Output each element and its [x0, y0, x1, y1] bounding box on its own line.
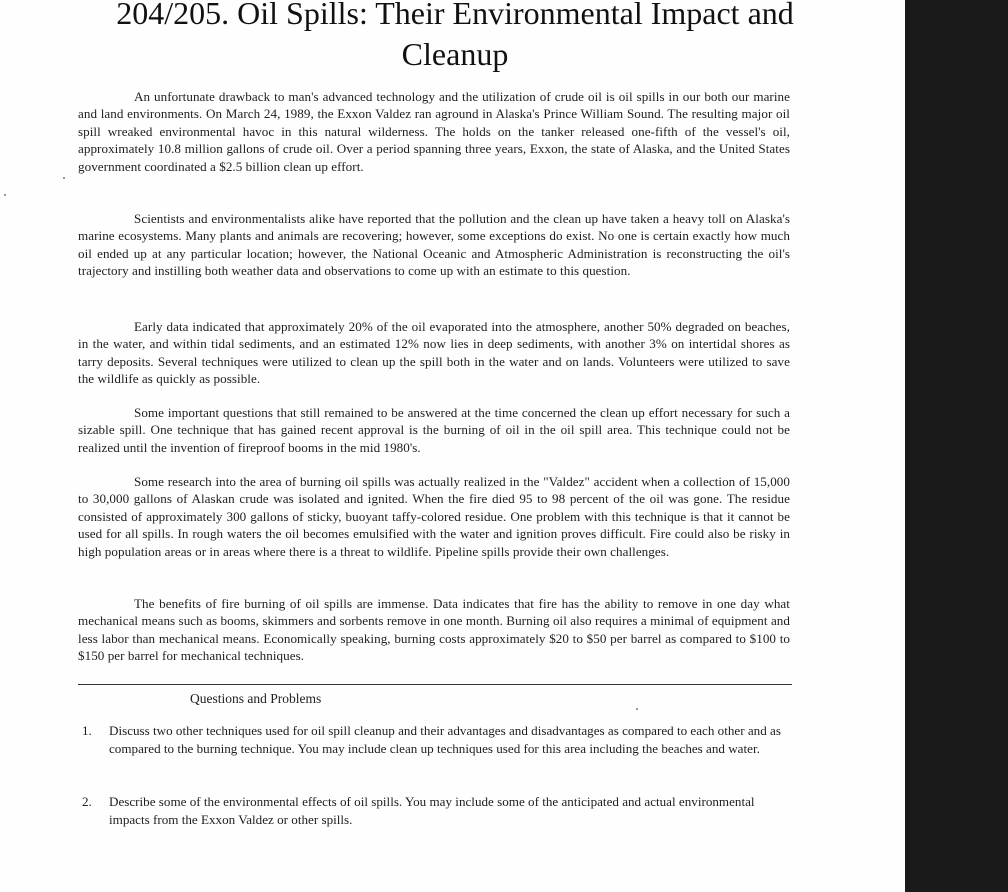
- questions-heading: Questions and Problems: [190, 691, 322, 706]
- question-number: 2.: [82, 794, 92, 809]
- paragraph-3: Early data indicated that approximately 20% of the oil evaporated into the atmosphere, another 50% degraded on beaches, in the water, and within tidal sediments, and an estimated 12% now lies in deep sediments, with another 3% on intertidal shores as tarry deposits. Several techniques were utilized to clean up the spill both in the water and on lands. Volunteers were utilized to save the wildlife as quickly as possible.: [78, 319, 790, 387]
- scan-border: [905, 0, 1008, 892]
- paragraph-1: An unfortunate drawback to man's advanced technology and the utilization of crude oil is oil spills in our both our marine and land environments. On March 24, 1989, the Exxon Valdez ran aground in Alaska's Prince William Sound. The resulting major oil spill wreaked environmental havoc in this natural wilderness. The holds on the tanker released one-fifth of the vessel's oil, approximately 10.8 million gallons of crude oil. Over a period spanning three years, Exxon, the state of Alaska, and the United States government coordinated a $2.5 billion clean up effort.: [78, 89, 790, 174]
- question-number: 1.: [82, 723, 92, 738]
- scan-speck: [4, 194, 6, 196]
- paragraph-6: The benefits of fire burning of oil spills are immense. Data indicates that fire has the ability to remove in one day what mechanical means such as booms, skimmers and sorbents remove in one month. Burning oil also requires a minimal of equipment and less labor than mechanical means. Economically speaking, burning costs approximately $20 to $50 per barrel as compared to $100 to $150 per barrel for mechanical techniques.: [78, 596, 790, 664]
- page-title-line-2: Cleanup: [401, 36, 509, 72]
- section-divider: [78, 684, 792, 685]
- paragraph-2: Scientists and environmentalists alike have reported that the pollution and the clean up have taken a heavy toll on Alaska's marine ecosystems. Many plants and animals are recovering; however, some exceptions do exist. No one is certain exactly how much oil ended up at any particular location; however, the National Oceanic and Atmospheric Administration is reconstructing the oil's trajectory and instilling both weather data and observations to come up with an estimate to this question.: [78, 211, 790, 279]
- question-text: Discuss two other techniques used for oil spill cleanup and their advantages and disadvantages as compared to each other and as compared to the burning technique. You may include clean up techniques used for this area including the beaches and water.: [109, 723, 781, 756]
- paragraph-5: Some research into the area of burning oil spills was actually realized in the "Valdez" accident when a collection of 15,000 to 30,000 gallons of Alaskan crude was isolated and ignited. When the fire died 95 to 98 percent of the oil was gone. The residue consisted of approximately 300 gallons of sticky, buoyant taffy-colored residue. One problem with this technique is that it cannot be used for all spills. In rough waters the oil becomes emulsified with the water and ignition proves difficult. Fire could also be risky in high population areas or in areas where there is a threat to wildlife. Pipeline spills provide their own challenges.: [78, 474, 790, 559]
- page-title-line-1: 204/205. Oil Spills: Their Environmental Impact and: [116, 0, 794, 31]
- scan-speck: [636, 708, 638, 710]
- scan-speck: [63, 177, 65, 179]
- question-text: Describe some of the environmental effects of oil spills. You may include some of the anticipated and actual environmental impacts from the Exxon Valdez or other spills.: [109, 794, 755, 827]
- paragraph-4: Some important questions that still remained to be answered at the time concerned the clean up effort necessary for such a sizable spill. One technique that has gained recent approval is the burning of oil in the oil spill area. This technique could not be realized until the invention of fireproof booms in the mid 1980's.: [78, 405, 790, 455]
